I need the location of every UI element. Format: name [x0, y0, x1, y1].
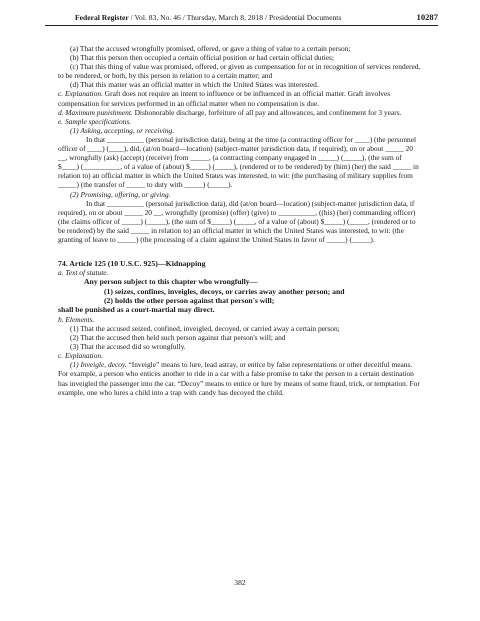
- inveigle-decoy-paragraph: [58, 360, 421, 396]
- graft-maximum-punishment: [58, 108, 421, 117]
- statute-ending: shall be punished as a court-martial may direct.: [58, 305, 215, 315]
- graft-max-text: Dishonorable discharge, forfeiture of all pay and allowances, and confinement for 3 years.: [132, 107, 402, 117]
- kidnapping-text-label: a. Text of statute.: [58, 268, 109, 278]
- kidnapping-element-3: (3) That the accused did so wrongfully.: [70, 342, 186, 352]
- page-number: 382: [234, 578, 246, 587]
- document-body: [58, 44, 421, 397]
- graft-sample-specs-label: e. Sample specifications.: [58, 116, 132, 126]
- kidnapping-explanation-label: c. Explanation.: [58, 351, 103, 361]
- inveigle-text: “Inveigle” means to lure, lead astray, or entice by false representations or other deceitful means. For example, a person who entices another to ride in a car with a false promise to take the person to a certain destination has inveigled the passenger into the car. “Decoy” means to entice or lure by means of some fraud, trick, or temptation. For example, one who lures a child into a trap with candy has decoyed the child.: [58, 360, 420, 397]
- register-details: / Vol. 83, No. 46 / Thursday, March 8, 2018 / Presidential Documents: [128, 13, 342, 22]
- spec-1-text: In that __________ (personal jurisdiction data), being at the time (a contracting officer for ____) (the personnel officer of ____) (____), did, (at/on board—location) (subject-matter jurisdiction data, if required), on or about _____ 20 __, wrongfully (ask) (accept) (receive) from _____, (a contracting company engaged in _____) (_____), (the sum of $____) (__________, of a value of (about) $_____) (_____), (rendered or to be rendered) by (him) (her) the said _____ in relation to) an official matter in which the United States was interested, to wit: (the purchasing of military supplies from _____) (the transfer of _____ to duty with _____) (_____).: [58, 134, 419, 190]
- graft-max-label: d. Maximum punishment.: [58, 107, 133, 117]
- spec-1-title: (1) Asking, accepting, or receiving.: [70, 125, 175, 135]
- inveigle-label: (1) Inveigle, decoy.: [70, 360, 127, 370]
- spec-2-title: (2) Promising, offering, or giving.: [70, 189, 171, 199]
- statute-clause-2: (2) holds the other person against that person's will;: [104, 296, 275, 306]
- register-name: Federal Register: [75, 13, 129, 22]
- federal-register-header: [45, 11, 438, 26]
- statute-intro: Any person subject to this chapter who wrongfully—: [84, 277, 258, 287]
- kidnapping-element-1: (1) That the accused seized, confined, inveigled, decoyed, or carried away a certain person;: [70, 323, 340, 333]
- graft-explanation: [58, 89, 421, 107]
- graft-explanation-text: Graft does not require an intent to influence or be influenced in an official matter. Graft involves compensation for services performed in an official matter when no compensation is due.: [58, 89, 391, 108]
- register-page-number: 10287: [416, 12, 438, 22]
- spec-2-text: In that __________ (personal jurisdiction data), did (at/on board—location) (subject-matter jurisdiction data, if required), on or about _____ 20 __, wrongfully (promise) (offer) (give) to __________, ((his) (her) commanding officer) (the claims officer of _____) (_____), (the sum of $_____) (_____, of a value of (about) $_____) (_____, (rendered or to be rendered) by the said _____ in relation to) an official matter in which the United States was interested, to wit: (the granting of leave to _____) (the processing of a claim against the United States in favor of _____) (_____).: [58, 198, 416, 244]
- statute-clause-1: (1) seizes, confines, inveigles, decoys, or carries away another person; and: [104, 286, 345, 296]
- register-line: [75, 13, 341, 22]
- graft-element-b: (b) That this person then occupied a certain official position or had certain official duties;: [70, 53, 334, 63]
- kidnapping-element-2: (2) That the accused then held such person against that person's will; and: [70, 333, 286, 343]
- article-125-heading: 74. Article 125 (10 U.S.C. 925)—Kidnapping: [58, 259, 206, 269]
- graft-element-c: (c) That this thing of value was promised, offered, or given as compensation for or in recognition of services rendered, to be rendered, or both, by this person in relation to a certain matter; and: [58, 62, 421, 81]
- graft-element-d: (d) That this matter was an official matter in which the United States was interested.: [70, 80, 319, 90]
- kidnapping-elements-label: b. Elements.: [58, 314, 95, 324]
- graft-element-a: (a) That the accused wrongfully promised, offered, or gave a thing of value to a certain person;: [70, 44, 351, 53]
- graft-explanation-label: c. Explanation.: [58, 89, 103, 99]
